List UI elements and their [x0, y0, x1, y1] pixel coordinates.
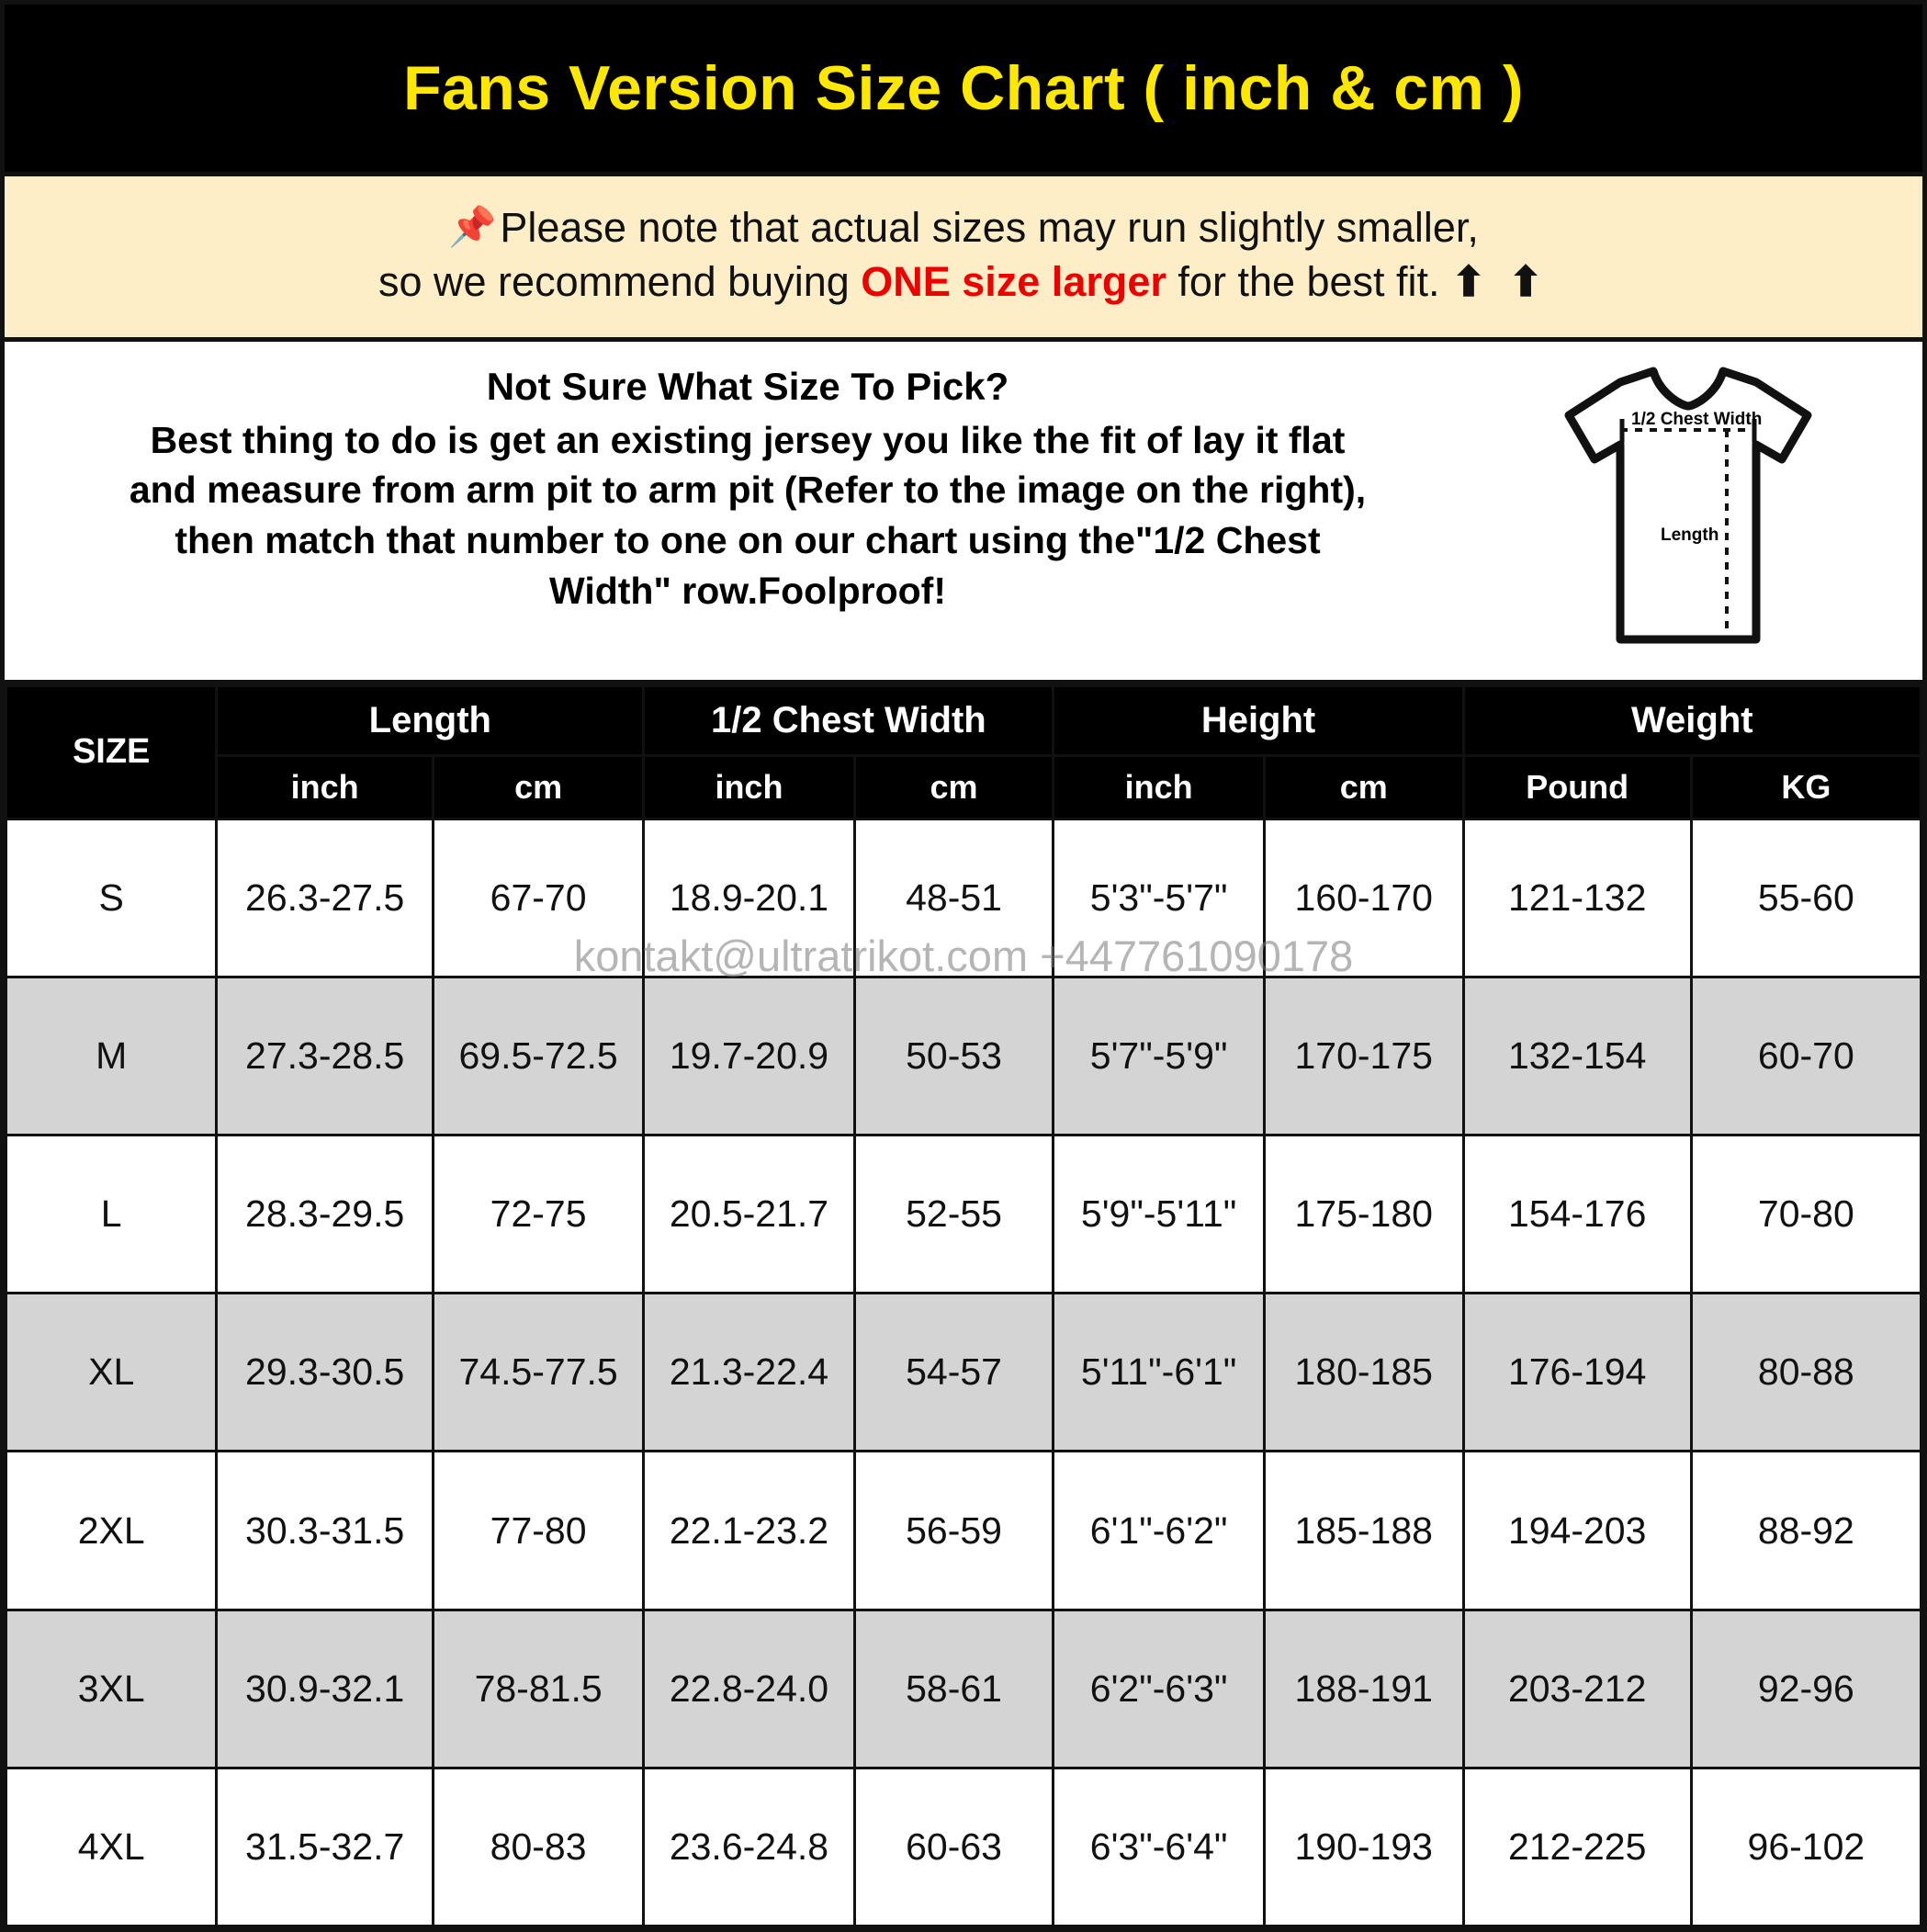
cell-length-inch: 30.3-31.5 — [217, 1452, 434, 1610]
cell-height-inch: 6'3"-6'4" — [1054, 1768, 1264, 1926]
header-weight: Weight — [1463, 685, 1921, 755]
cell-chest-inch: 18.9-20.1 — [644, 819, 854, 977]
table-row — [6, 1768, 1921, 1926]
cell-length-cm: 69.5-72.5 — [433, 977, 643, 1135]
table-row — [6, 1135, 1921, 1294]
advice-line-3: then match that number to one on our chart using the"1/2 Chest — [175, 519, 1321, 562]
size-table-body — [6, 819, 1921, 1926]
cell-weight-pound: 132-154 — [1463, 977, 1691, 1135]
advice-question: Not Sure What Size To Pick? — [486, 364, 1009, 408]
cell-weight-kg: 96-102 — [1691, 1768, 1921, 1926]
header-height: Height — [1054, 685, 1463, 755]
cell-height-inch: 5'3"-5'7" — [1054, 819, 1264, 977]
cell-height-cm: 180-185 — [1264, 1294, 1463, 1452]
cell-chest-cm: 54-57 — [854, 1294, 1054, 1452]
subheader-height-cm: cm — [1264, 755, 1463, 819]
cell-size: 3XL — [6, 1610, 217, 1768]
size-table-wrap — [5, 684, 1922, 1927]
cell-height-cm: 185-188 — [1264, 1452, 1463, 1610]
cell-chest-cm: 60-63 — [854, 1768, 1054, 1926]
size-note-band — [5, 172, 1922, 342]
cell-size: 2XL — [6, 1452, 217, 1610]
size-table — [5, 684, 1922, 1927]
pushpin-icon: 📌 — [448, 205, 497, 248]
cell-length-cm: 77-80 — [433, 1452, 643, 1610]
advice-text-block — [5, 358, 1491, 617]
cell-weight-kg: 92-96 — [1691, 1610, 1921, 1768]
cell-size: M — [6, 977, 217, 1135]
cell-chest-inch: 22.1-23.2 — [644, 1452, 854, 1610]
subheader-length-inch: inch — [217, 755, 434, 819]
page-title: Fans Version Size Chart ( inch & cm ) — [402, 52, 1525, 123]
cell-height-inch: 5'11"-6'1" — [1054, 1294, 1264, 1452]
arrow-up-icon: ⬆ ⬆ — [1451, 258, 1549, 306]
cell-height-inch: 6'2"-6'3" — [1054, 1610, 1264, 1768]
watermark-contact: kontakt@ultratrikot.com +447761090178 — [573, 932, 1354, 980]
advice-line-2: and measure from arm pit to arm pit (Refer to the image on the right), — [129, 469, 1367, 512]
cell-weight-kg: 80-88 — [1691, 1294, 1921, 1452]
cell-height-inch: 5'9"-5'11" — [1054, 1135, 1264, 1294]
cell-length-inch: 30.9-32.1 — [217, 1610, 434, 1768]
cell-weight-pound: 194-203 — [1463, 1452, 1691, 1610]
subheader-height-inch: inch — [1054, 755, 1264, 819]
subheader-chest-inch: inch — [644, 755, 854, 819]
cell-chest-inch: 20.5-21.7 — [644, 1135, 854, 1294]
table-row — [6, 977, 1921, 1135]
cell-height-cm: 170-175 — [1264, 977, 1463, 1135]
cell-length-cm: 80-83 — [433, 1768, 643, 1926]
header-chest-width: 1/2 Chest Width — [644, 685, 1054, 755]
note-line-1 — [23, 200, 1904, 254]
table-row — [6, 1610, 1921, 1768]
header-size: SIZE — [6, 685, 217, 819]
cell-chest-inch: 21.3-22.4 — [644, 1294, 854, 1452]
note-text-2a: so we recommend buying — [378, 258, 862, 306]
cell-length-cm: 72-75 — [433, 1135, 643, 1294]
cell-chest-cm: 58-61 — [854, 1610, 1054, 1768]
cell-length-inch: 29.3-30.5 — [217, 1294, 434, 1452]
table-row — [6, 819, 1921, 977]
cell-chest-inch: 22.8-24.0 — [644, 1610, 854, 1768]
table-row — [6, 1452, 1921, 1610]
cell-weight-kg: 55-60 — [1691, 819, 1921, 977]
cell-weight-pound: 212-225 — [1463, 1768, 1691, 1926]
cell-size: XL — [6, 1294, 217, 1452]
note-line-2 — [23, 254, 1904, 309]
cell-height-cm: 188-191 — [1264, 1610, 1463, 1768]
cell-chest-inch: 19.7-20.9 — [644, 977, 854, 1135]
cell-length-cm: 74.5-77.5 — [433, 1294, 643, 1452]
cell-chest-cm: 48-51 — [854, 819, 1054, 977]
chart-header — [5, 5, 1922, 172]
cell-size: 4XL — [6, 1768, 217, 1926]
cell-height-cm: 190-193 — [1264, 1768, 1463, 1926]
cell-weight-kg: 60-70 — [1691, 977, 1921, 1135]
advice-line-1: Best thing to do is get an existing jersey you like the fit of lay it flat — [150, 418, 1346, 461]
cell-weight-pound: 154-176 — [1463, 1135, 1691, 1294]
cell-weight-pound: 176-194 — [1463, 1294, 1691, 1452]
cell-chest-cm: 52-55 — [854, 1135, 1054, 1294]
tshirt-diagram — [1491, 358, 1922, 667]
tshirt-icon — [1532, 364, 1844, 667]
cell-length-cm: 78-81.5 — [433, 1610, 643, 1768]
cell-weight-pound: 203-212 — [1463, 1610, 1691, 1768]
table-row — [6, 1294, 1921, 1452]
cell-weight-kg: 70-80 — [1691, 1135, 1921, 1294]
note-emphasis: ONE size larger — [861, 258, 1166, 306]
tshirt-length-label: Length — [1661, 525, 1719, 545]
cell-chest-cm: 56-59 — [854, 1452, 1054, 1610]
advice-line-4: Width" row.Foolproof! — [549, 570, 946, 613]
cell-size: L — [6, 1135, 217, 1294]
cell-length-inch: 26.3-27.5 — [217, 819, 434, 977]
header-length: Length — [217, 685, 644, 755]
cell-chest-cm: 50-53 — [854, 977, 1054, 1135]
cell-height-inch: 5'7"-5'9" — [1054, 977, 1264, 1135]
cell-height-cm: 175-180 — [1264, 1135, 1463, 1294]
note-text-1: Please note that actual sizes may run slightly smaller, — [500, 204, 1479, 251]
tshirt-chest-label: 1/2 Chest Width — [1631, 409, 1763, 429]
cell-length-cm: 67-70 — [433, 819, 643, 977]
table-group-header-row — [6, 685, 1921, 755]
cell-length-inch: 27.3-28.5 — [217, 977, 434, 1135]
subheader-weight-kg: KG — [1691, 755, 1921, 819]
subheader-chest-cm: cm — [854, 755, 1054, 819]
cell-height-inch: 6'1"-6'2" — [1054, 1452, 1264, 1610]
note-text-2b: for the best fit. — [1166, 258, 1452, 306]
cell-length-inch: 31.5-32.7 — [217, 1768, 434, 1926]
cell-size: S — [6, 819, 217, 977]
cell-height-cm: 160-170 — [1264, 819, 1463, 977]
cell-chest-inch: 23.6-24.8 — [644, 1768, 854, 1926]
cell-length-inch: 28.3-29.5 — [217, 1135, 434, 1294]
measuring-advice — [5, 342, 1922, 684]
subheader-weight-pound: Pound — [1463, 755, 1691, 819]
cell-weight-kg: 88-92 — [1691, 1452, 1921, 1610]
size-table-head — [6, 685, 1921, 819]
cell-weight-pound: 121-132 — [1463, 819, 1691, 977]
subheader-length-cm: cm — [433, 755, 643, 819]
table-sub-header-row — [6, 755, 1921, 819]
